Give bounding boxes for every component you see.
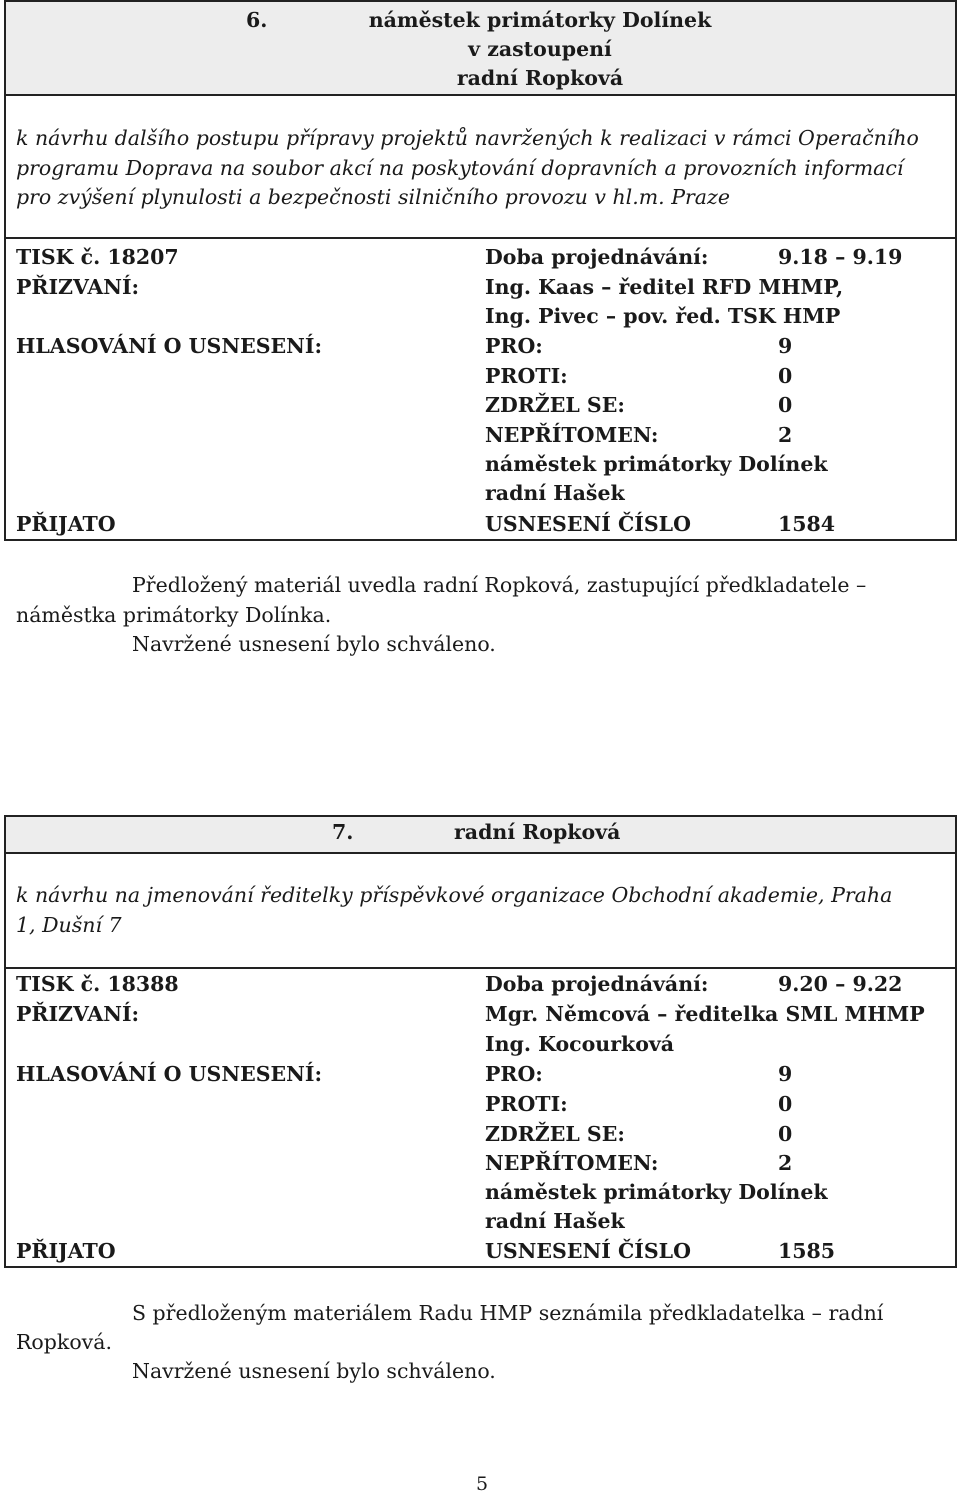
page-number: 5 bbox=[476, 1473, 489, 1495]
item6-doba-value: 9.18 – 9.19 bbox=[778, 245, 903, 269]
item7-tisk: TISK č. 18388 bbox=[16, 972, 179, 996]
item6-vote-proti-label: PROTI: bbox=[485, 364, 568, 388]
item6-vote-zdrzel-label: ZDRŽEL SE: bbox=[485, 393, 625, 417]
item6-presenter-substitute: radní Ropková bbox=[456, 66, 624, 90]
item7-vote-pro-value: 9 bbox=[778, 1062, 793, 1086]
item6-note-line3: Navržené usnesení bylo schváleno. bbox=[132, 632, 496, 656]
item7-doba-label: Doba projednávání: bbox=[485, 972, 709, 996]
item6-vote-pro-label: PRO: bbox=[485, 334, 543, 358]
item7-doba-value: 9.20 – 9.22 bbox=[778, 972, 903, 996]
item6-vote-nepritomen-value: 2 bbox=[778, 423, 793, 447]
item6-usneseni-number: 1584 bbox=[778, 512, 836, 536]
item6-absent-2: radní Hašek bbox=[485, 481, 625, 505]
item6-vote-nepritomen-label: NEPŘÍTOMEN: bbox=[485, 423, 659, 447]
item7-vote-nepritomen-value: 2 bbox=[778, 1151, 793, 1175]
item7-usneseni-number: 1585 bbox=[778, 1239, 836, 1263]
item6-hlasovani-label: HLASOVÁNÍ O USNESENÍ: bbox=[16, 334, 323, 358]
item6-invitee-2: Ing. Pivec – pov. řed. TSK HMP bbox=[485, 304, 841, 328]
item6-note-line1: Předložený materiál uvedla radní Ropková, zastupující předkladatele – bbox=[132, 573, 867, 597]
item7-absent-1: náměstek primátorky Dolínek bbox=[485, 1180, 828, 1204]
item6-tisk: TISK č. 18207 bbox=[16, 245, 179, 269]
item6-absent-1: náměstek primátorky Dolínek bbox=[485, 452, 828, 476]
item7-vote-proti-label: PROTI: bbox=[485, 1092, 568, 1116]
item6-subject: k návrhu dalšího postupu přípravy projektů navržených k realizaci v rámci Operačního programu Doprava na soubor akcí na poskytování dopravních a provozních informací pro zvýšení plynulosti a bezpečnosti silničního provozu v hl.m. Praze bbox=[16, 126, 919, 209]
item7-invitee-1: Mgr. Němcová – ředitelka SML MHMP bbox=[485, 1002, 925, 1026]
item7-absent-2: radní Hašek bbox=[485, 1209, 625, 1233]
item6-vote-proti-value: 0 bbox=[778, 364, 793, 388]
item7-vote-pro-label: PRO: bbox=[485, 1062, 543, 1086]
item7-presenter: radní Ropková bbox=[454, 820, 621, 844]
item7-invitee-2: Ing. Kocourková bbox=[485, 1032, 675, 1056]
item7-vote-nepritomen-label: NEPŘÍTOMEN: bbox=[485, 1151, 659, 1175]
item7-subject: k návrhu na jmenování ředitelky příspěvkové organizace Obchodní akademie, Praha 1, Dušní 7 bbox=[16, 883, 893, 937]
item7-vote-proti-value: 0 bbox=[778, 1092, 793, 1116]
item6-result: PŘIJATO bbox=[16, 512, 116, 536]
item7-number: 7. bbox=[332, 820, 354, 844]
item6-doba-label: Doba projednávání: bbox=[485, 245, 709, 269]
item6-vote-pro-value: 9 bbox=[778, 334, 793, 358]
item7-vote-zdrzel-label: ZDRŽEL SE: bbox=[485, 1122, 625, 1146]
item7-hlasovani-label: HLASOVÁNÍ O USNESENÍ: bbox=[16, 1062, 323, 1086]
item6-prizvani-label: PŘIZVANÍ: bbox=[16, 275, 140, 299]
item6-invitee-1: Ing. Kaas – ředitel RFD MHMP, bbox=[485, 275, 844, 299]
item6-presenter: náměstek primátorky Dolínek bbox=[368, 8, 712, 32]
item7-note-line1: S předloženým materiálem Radu HMP seznámila předkladatelka – radní bbox=[132, 1301, 884, 1325]
item6-note-line2: náměstka primátorky Dolínka. bbox=[16, 603, 332, 627]
item7-prizvani-label: PŘIZVANÍ: bbox=[16, 1002, 140, 1026]
item7-result: PŘIJATO bbox=[16, 1239, 116, 1263]
item7-vote-zdrzel-value: 0 bbox=[778, 1122, 793, 1146]
item6-presenter-substitute-note: v zastoupení bbox=[468, 37, 612, 61]
item7-usneseni-label: USNESENÍ ČÍSLO bbox=[485, 1239, 691, 1263]
item7-note-line3: Navržené usnesení bylo schváleno. bbox=[132, 1359, 496, 1383]
item6-number: 6. bbox=[246, 8, 268, 32]
item7-note-line2: Ropková. bbox=[16, 1330, 112, 1354]
item6-vote-zdrzel-value: 0 bbox=[778, 393, 793, 417]
item6-usneseni-label: USNESENÍ ČÍSLO bbox=[485, 512, 691, 536]
